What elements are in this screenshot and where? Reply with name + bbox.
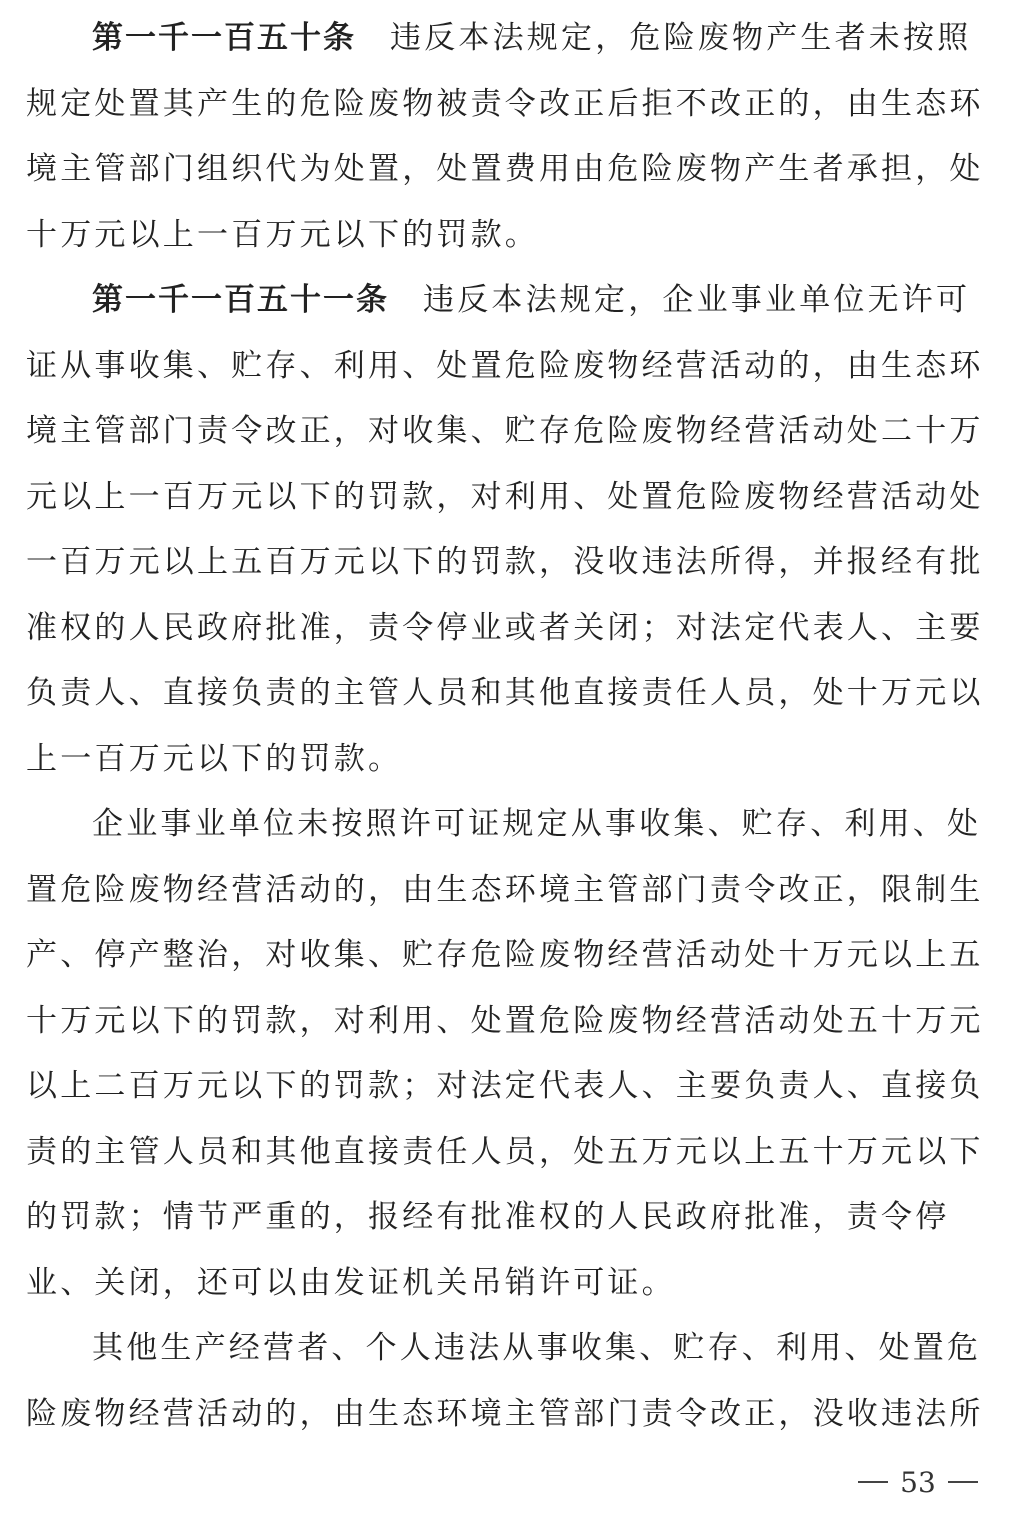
article-1151-paragraph-1 [26,268,1002,792]
article-1151-line: 上一百万元以下的罚款。 [26,740,403,777]
article-1151-paragraph-3 [26,1316,1002,1447]
paragraph-line: 十万元以下的罚款，对利用、处置危险废物经营活动处五十万元 [26,1002,984,1039]
article-1151-paragraph-2 [26,792,1002,1316]
article-1151-line: 境主管部门责令改正，对收集、贮存危险废物经营活动处二十万 [26,413,984,449]
article-1151-line: 违反本法规定，企业事业单位无许可 [423,282,971,318]
article-1150-line: 十万元以上一百万元以下的罚款。 [26,216,539,253]
paragraph-line: 险废物经营活动的，由生态环境主管部门责令改正，没收违法所 [26,1395,984,1432]
article-1151-line: 元以上一百万元以下的罚款，对利用、处置危险废物经营活动处 [26,478,984,515]
article-1150 [26,6,1002,268]
paragraph-line: 的罚款；情节严重的，报经有批准权的人民政府批准，责令停 [26,1199,950,1235]
paragraph-line: 其他生产经营者、个人违法从事收集、贮存、利用、处置危 [92,1330,982,1366]
article-1150-line: 违反本法规定，危险废物产生者未按照 [390,20,972,56]
article-1151-title: 第一千一百五十一条 [92,282,389,318]
article-1150-line: 境主管部门组织代为处置，处置费用由危险废物产生者承担，处 [26,151,984,187]
paragraph-line: 置危险废物经营活动的，由生态环境主管部门责令改正，限制生 [26,871,984,908]
right-dash-divider [948,1481,978,1483]
page-number: 53 [900,1465,936,1499]
article-1151-line: 负责人、直接负责的主管人员和其他直接责任人员，处十万元以 [26,675,984,711]
article-1150-title: 第一千一百五十条 [92,20,356,56]
paragraph-line: 责的主管人员和其他直接责任人员，处五万元以上五十万元以下 [26,1133,984,1170]
page-footer [838,1462,998,1502]
article-1150-line: 规定处置其产生的危险废物被责令改正后拒不改正的，由生态环 [26,85,984,122]
article-1150-first-line [26,6,1002,72]
article-1151-line: 证从事收集、贮存、利用、处置危险废物经营活动的，由生态环 [26,347,984,384]
article-1151-line: 一百万元以上五百万元以下的罚款，没收违法所得，并报经有批 [26,544,984,580]
article-1151-first-line [26,268,1002,334]
left-dash-divider [858,1481,888,1483]
paragraph-line: 以上二百万元以下的罚款；对法定代表人、主要负责人、直接负 [26,1068,984,1104]
article-1151-line: 准权的人民政府批准，责令停业或者关闭；对法定代表人、主要 [26,609,984,646]
paragraph-line: 产、停产整治，对收集、贮存危险废物经营活动处十万元以上五 [26,937,984,973]
paragraph-line: 业、关闭，还可以由发证机关吊销许可证。 [26,1264,676,1301]
paragraph-line: 企业事业单位未按照许可证规定从事收集、贮存、利用、处 [92,806,982,842]
